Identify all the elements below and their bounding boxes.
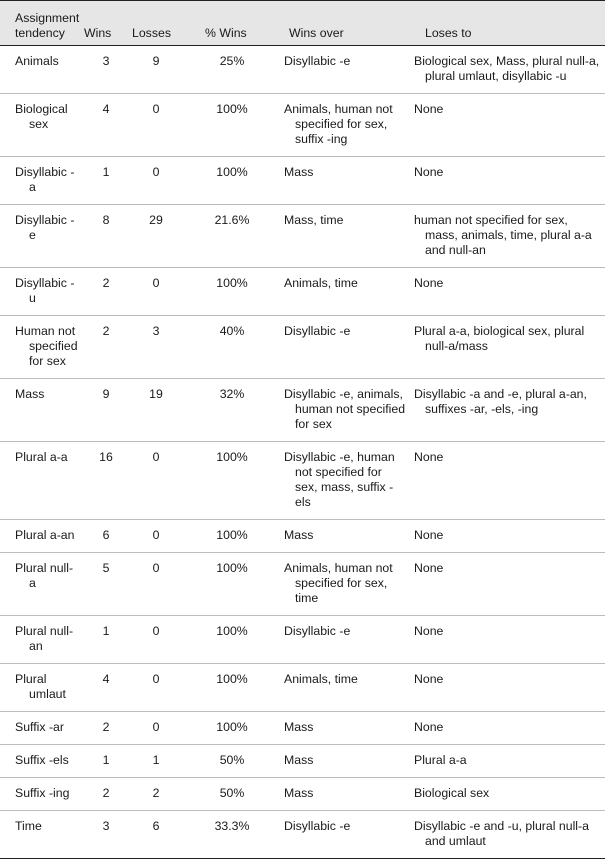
cell-pct-wins: 32% bbox=[194, 379, 274, 442]
cell-assignment-tendency: Plural null-a bbox=[0, 553, 82, 616]
cell-pct-wins: 100% bbox=[194, 664, 274, 712]
cell-loses-to: human not specified for sex, mass, animals, time, plural a-a and null-an bbox=[410, 205, 605, 268]
cell-assignment-tendency: Plural a-a bbox=[0, 442, 82, 520]
cell-assignment-tendency: Plural umlaut bbox=[0, 664, 82, 712]
table-row bbox=[0, 520, 605, 553]
table-row bbox=[0, 616, 605, 664]
table-row bbox=[0, 664, 605, 712]
cell-assignment-tendency: Disyllabic -e bbox=[0, 205, 82, 268]
cell-loses-to: Plural a-a bbox=[410, 745, 605, 778]
cell-pct-wins: 100% bbox=[194, 94, 274, 157]
cell-wins: 6 bbox=[82, 520, 130, 553]
cell-wins-over: Animals, human not specified for sex, suffix -ing bbox=[274, 94, 410, 157]
header-loses-to: Loses to bbox=[410, 1, 605, 46]
cell-wins: 2 bbox=[82, 778, 130, 811]
cell-losses: 9 bbox=[130, 46, 194, 94]
cell-wins: 2 bbox=[82, 712, 130, 745]
cell-loses-to: Biological sex bbox=[410, 778, 605, 811]
cell-losses: 0 bbox=[130, 712, 194, 745]
header-wins-over: Wins over bbox=[274, 1, 410, 46]
cell-assignment-tendency: Mass bbox=[0, 379, 82, 442]
table-row bbox=[0, 379, 605, 442]
cell-wins: 8 bbox=[82, 205, 130, 268]
header-row bbox=[0, 1, 605, 46]
cell-loses-to: None bbox=[410, 712, 605, 745]
cell-wins-over: Animals, time bbox=[274, 268, 410, 316]
cell-wins-over: Mass bbox=[274, 157, 410, 205]
cell-loses-to: Biological sex, Mass, plural null-a, plural umlaut, disyllabic -u bbox=[410, 46, 605, 94]
cell-loses-to: None bbox=[410, 616, 605, 664]
table-row bbox=[0, 316, 605, 379]
cell-assignment-tendency: Plural null-an bbox=[0, 616, 82, 664]
cell-pct-wins: 100% bbox=[194, 442, 274, 520]
cell-losses: 19 bbox=[130, 379, 194, 442]
table-row bbox=[0, 157, 605, 205]
header-wins: Wins bbox=[82, 1, 130, 46]
table-row bbox=[0, 205, 605, 268]
cell-assignment-tendency: Human not specified for sex bbox=[0, 316, 82, 379]
cell-losses: 6 bbox=[130, 811, 194, 859]
cell-wins: 4 bbox=[82, 664, 130, 712]
table-body bbox=[0, 46, 605, 859]
cell-assignment-tendency: Disyllabic -a bbox=[0, 157, 82, 205]
cell-wins-over: Disyllabic -e bbox=[274, 46, 410, 94]
cell-wins: 2 bbox=[82, 268, 130, 316]
cell-assignment-tendency: Biological sex bbox=[0, 94, 82, 157]
cell-pct-wins: 21.6% bbox=[194, 205, 274, 268]
cell-loses-to: None bbox=[410, 553, 605, 616]
cell-pct-wins: 100% bbox=[194, 616, 274, 664]
cell-pct-wins: 100% bbox=[194, 553, 274, 616]
cell-loses-to: None bbox=[410, 520, 605, 553]
cell-loses-to: None bbox=[410, 268, 605, 316]
cell-loses-to: None bbox=[410, 94, 605, 157]
table-row bbox=[0, 268, 605, 316]
header-losses: Losses bbox=[130, 1, 194, 46]
cell-loses-to: None bbox=[410, 664, 605, 712]
table-row bbox=[0, 94, 605, 157]
cell-loses-to: Plural a-a, biological sex, plural null-a/mass bbox=[410, 316, 605, 379]
cell-wins-over: Mass, time bbox=[274, 205, 410, 268]
cell-wins-over: Mass bbox=[274, 712, 410, 745]
cell-assignment-tendency: Animals bbox=[0, 46, 82, 94]
cell-wins: 1 bbox=[82, 157, 130, 205]
table-header bbox=[0, 1, 605, 46]
cell-loses-to: None bbox=[410, 157, 605, 205]
cell-pct-wins: 50% bbox=[194, 745, 274, 778]
cell-assignment-tendency: Time bbox=[0, 811, 82, 859]
table-row bbox=[0, 46, 605, 94]
cell-wins: 1 bbox=[82, 745, 130, 778]
table-row bbox=[0, 442, 605, 520]
cell-pct-wins: 100% bbox=[194, 520, 274, 553]
cell-loses-to: Disyllabic -a and -e, plural a-an, suffixes -ar, -els, -ing bbox=[410, 379, 605, 442]
table-row bbox=[0, 712, 605, 745]
cell-losses: 0 bbox=[130, 520, 194, 553]
cell-wins: 9 bbox=[82, 379, 130, 442]
cell-losses: 3 bbox=[130, 316, 194, 379]
cell-wins: 4 bbox=[82, 94, 130, 157]
cell-wins: 16 bbox=[82, 442, 130, 520]
cell-losses: 0 bbox=[130, 157, 194, 205]
cell-wins-over: Disyllabic -e bbox=[274, 616, 410, 664]
cell-loses-to: None bbox=[410, 442, 605, 520]
cell-losses: 0 bbox=[130, 616, 194, 664]
cell-wins-over: Disyllabic -e bbox=[274, 316, 410, 379]
cell-assignment-tendency: Suffix -ar bbox=[0, 712, 82, 745]
cell-assignment-tendency: Disyllabic -u bbox=[0, 268, 82, 316]
cell-losses: 0 bbox=[130, 268, 194, 316]
cell-wins-over: Animals, human not specified for sex, time bbox=[274, 553, 410, 616]
table-row bbox=[0, 553, 605, 616]
cell-pct-wins: 100% bbox=[194, 268, 274, 316]
header-assignment-tendency: Assignment tendency bbox=[0, 1, 82, 46]
cell-losses: 2 bbox=[130, 778, 194, 811]
cell-wins-over: Mass bbox=[274, 520, 410, 553]
cell-wins-over: Disyllabic -e, animals, human not specified for sex bbox=[274, 379, 410, 442]
table-row bbox=[0, 811, 605, 859]
cell-wins-over: Animals, time bbox=[274, 664, 410, 712]
cell-assignment-tendency: Suffix -ing bbox=[0, 778, 82, 811]
cell-losses: 0 bbox=[130, 94, 194, 157]
cell-wins-over: Mass bbox=[274, 745, 410, 778]
cell-pct-wins: 40% bbox=[194, 316, 274, 379]
cell-losses: 0 bbox=[130, 442, 194, 520]
cell-pct-wins: 33.3% bbox=[194, 811, 274, 859]
cell-wins-over: Disyllabic -e, human not specified for sex, mass, suffix -els bbox=[274, 442, 410, 520]
cell-wins: 5 bbox=[82, 553, 130, 616]
header-pct-wins: % Wins bbox=[194, 1, 274, 46]
cell-pct-wins: 100% bbox=[194, 157, 274, 205]
cell-wins-over: Disyllabic -e bbox=[274, 811, 410, 859]
table-row bbox=[0, 778, 605, 811]
cell-pct-wins: 50% bbox=[194, 778, 274, 811]
cell-losses: 0 bbox=[130, 553, 194, 616]
cell-wins: 1 bbox=[82, 616, 130, 664]
cell-wins: 2 bbox=[82, 316, 130, 379]
cell-wins-over: Mass bbox=[274, 778, 410, 811]
cell-pct-wins: 100% bbox=[194, 712, 274, 745]
cell-loses-to: Disyllabic -e and -u, plural null-a and umlaut bbox=[410, 811, 605, 859]
cell-wins: 3 bbox=[82, 46, 130, 94]
cell-wins: 3 bbox=[82, 811, 130, 859]
cell-losses: 29 bbox=[130, 205, 194, 268]
table-row bbox=[0, 745, 605, 778]
cell-losses: 1 bbox=[130, 745, 194, 778]
cell-losses: 0 bbox=[130, 664, 194, 712]
cell-pct-wins: 25% bbox=[194, 46, 274, 94]
cell-assignment-tendency: Suffix -els bbox=[0, 745, 82, 778]
cell-assignment-tendency: Plural a-an bbox=[0, 520, 82, 553]
